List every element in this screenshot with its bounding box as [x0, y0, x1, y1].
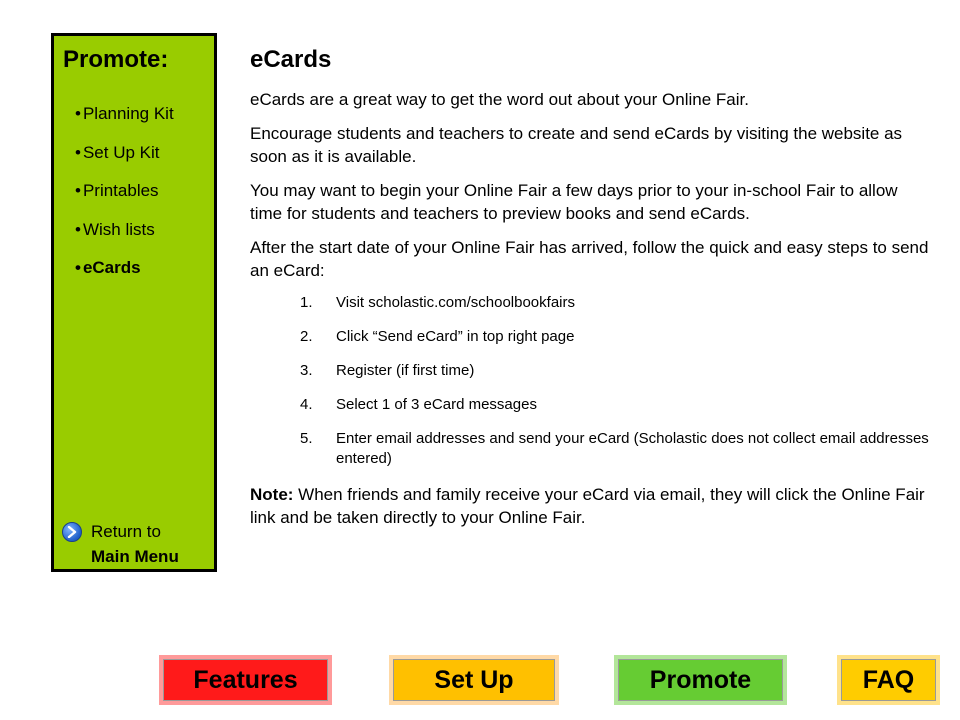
arrow-right-circle-icon[interactable] — [62, 522, 82, 542]
intro-paragraph: eCards are a great way to get the word out about your Online Fair. — [250, 90, 749, 109]
bullet-icon: • — [75, 181, 81, 200]
step-text: Click “Send eCard” in top right page — [336, 328, 575, 345]
list-item — [250, 429, 930, 469]
bullet-icon: • — [75, 142, 81, 162]
bullet-icon: • — [75, 258, 81, 277]
sidebar-menu — [75, 104, 174, 297]
step-text: Visit scholastic.com/schoolbookfairs — [336, 294, 575, 311]
sidebar-item-label: Wish lists — [82, 219, 155, 239]
sidebar-item-set-up-kit[interactable] — [75, 143, 174, 182]
steps-intro-paragraph: After the start date of your Online Fair has arrived, follow the quick and easy steps to send an eCard: — [250, 238, 929, 280]
step-number: 4. — [300, 396, 313, 413]
step-number: 5. — [300, 430, 313, 447]
set-up-button[interactable]: Set Up — [389, 655, 559, 705]
sidebar-item-label: Printables — [82, 181, 159, 200]
main-menu-label: Main Menu — [91, 547, 179, 566]
sidebar-title: Promote: — [63, 46, 169, 73]
main-content — [250, 44, 930, 540]
bullet-icon: • — [75, 219, 81, 239]
sidebar — [51, 33, 217, 572]
step-number: 3. — [300, 362, 313, 379]
list-item — [250, 395, 930, 415]
promote-button[interactable]: Promote — [614, 655, 787, 705]
list-item — [250, 293, 930, 313]
sidebar-item-ecards[interactable] — [75, 258, 174, 297]
faq-button[interactable]: FAQ — [837, 655, 940, 705]
note-text: When friends and family receive your eCard via email, they will click the Online Fair link and be taken directly to your Online Fair. — [250, 485, 925, 527]
return-label: Return to — [91, 522, 161, 541]
sidebar-item-label: eCards — [82, 258, 141, 277]
sidebar-item-wish-lists[interactable] — [75, 220, 174, 259]
step-number: 2. — [300, 328, 313, 345]
bullet-icon: • — [75, 104, 81, 123]
steps-list — [250, 293, 930, 469]
note-paragraph — [250, 483, 930, 529]
sidebar-item-label: Set Up Kit — [82, 142, 160, 162]
encourage-paragraph: Encourage students and teachers to create and send eCards by visiting the website as soon as it is available. — [250, 124, 903, 166]
step-text: Register (if first time) — [336, 362, 475, 379]
note-label: Note: — [250, 485, 294, 504]
list-item — [250, 327, 930, 347]
sidebar-item-printables[interactable] — [75, 181, 174, 220]
list-item — [250, 361, 930, 381]
step-number: 1. — [300, 294, 313, 311]
features-button[interactable]: Features — [159, 655, 332, 705]
sidebar-item-label: Planning Kit — [82, 104, 174, 123]
step-text: Select 1 of 3 eCard messages — [336, 396, 537, 413]
timing-paragraph: You may want to begin your Online Fair a few days prior to your in-school Fair to allow time for students and teachers to preview books and send eCards. — [250, 181, 898, 223]
page-title: eCards — [250, 46, 332, 73]
step-text: Enter email addresses and send your eCard (Scholastic does not collect email addresses entered) — [336, 430, 929, 467]
sidebar-item-planning-kit[interactable] — [75, 104, 174, 143]
